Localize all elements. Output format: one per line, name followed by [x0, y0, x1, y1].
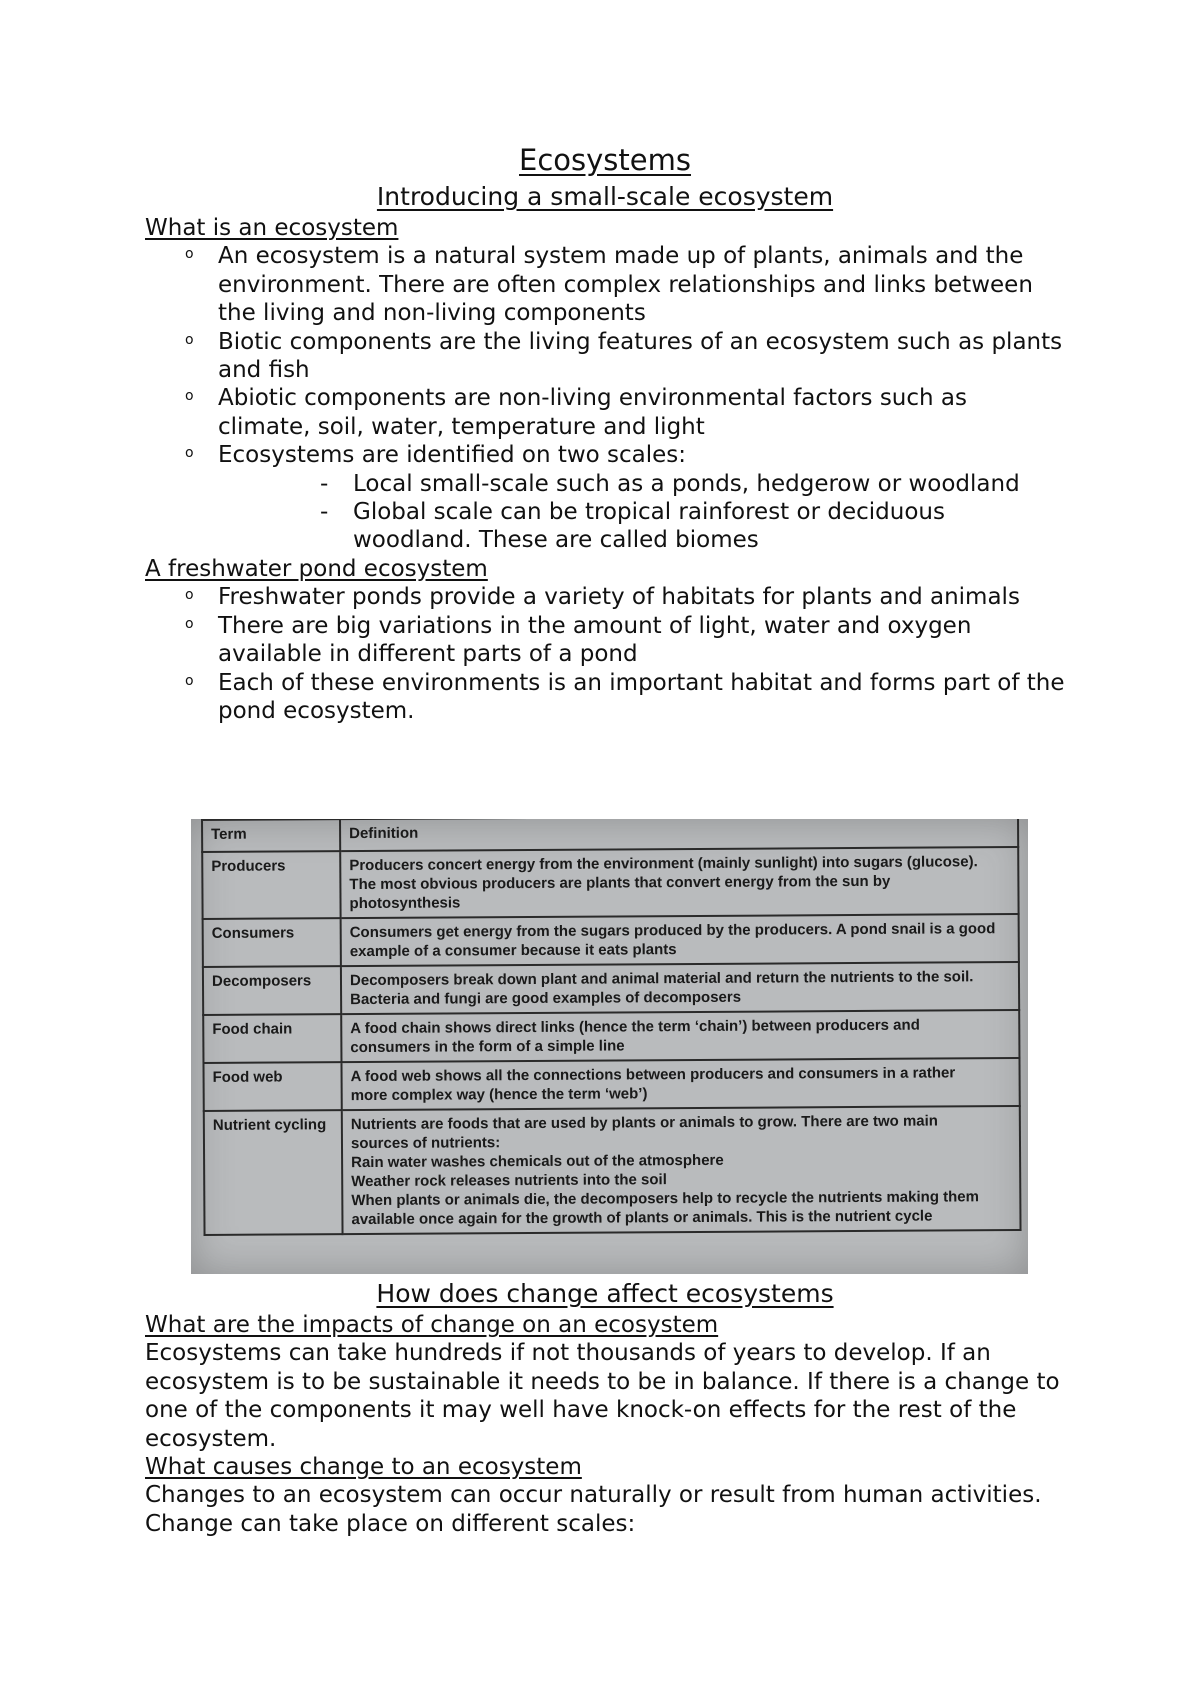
definition-line: Consumers get energy from the sugars produced by the producers. A pond snail is a good: [349, 920, 996, 942]
definition-line: Bacteria and fungi are good examples of decomposers: [350, 988, 742, 1009]
term-cell: Consumers: [203, 918, 341, 967]
table-row: [203, 914, 1019, 967]
list-item: o Freshwater ponds provide a variety of habitats for plants and animals: [218, 583, 1065, 611]
table-row: [203, 1010, 1019, 1063]
definition-line: Rain water washes chemicals out of the atmosphere: [351, 1151, 724, 1172]
impacts-paragraph: Ecosystems can take hundreds if not thousands of years to develop. If an ecosystem is to be sustainable it needs to be in balance. If there is a change to one of the components it may well have knock-on effects for the rest of the ecosystem.: [145, 1340, 1060, 1452]
definition-cell: [341, 962, 1019, 1014]
definition-line: Producers concert energy from the environment (mainly sunlight) into sugars (glucose).: [349, 853, 978, 875]
term-cell: Food chain: [203, 1014, 341, 1063]
what-is-bullet-list: [145, 242, 1065, 469]
pond-heading: A freshwater pond ecosystem: [145, 555, 488, 582]
definition-line: A food chain shows direct links (hence the term ‘chain’) between producers and: [350, 1016, 920, 1038]
table-row: [202, 847, 1018, 919]
definition-line: more complex way (hence the term ‘web’): [350, 1085, 648, 1105]
definition-line: A food web shows all the connections between producers and consumers in a rather: [350, 1064, 956, 1086]
scales-list: [145, 470, 1065, 555]
definition-cell: [340, 847, 1018, 918]
definition-line: available once again for the growth of plants or animals. This is the nutrient cycle: [351, 1207, 933, 1229]
what-is-heading: What is an ecosystem: [145, 215, 399, 241]
section-subtitle: Introducing a small-scale ecosystem: [376, 182, 834, 211]
definition-line: Decomposers break down plant and animal material and return the nutrients to the soil.: [349, 968, 974, 990]
definition-line: Weather rock releases nutrients into the soil: [351, 1171, 667, 1191]
definition-cell: [341, 914, 1019, 966]
pond-bullet-list: [145, 583, 1065, 725]
change-section: [145, 1277, 1065, 1538]
term-cell: Producers: [202, 851, 340, 919]
intro-section: [145, 140, 1065, 725]
change-title: How does change affect ecosystems: [376, 1279, 834, 1308]
definition-line: The most obvious producers are plants that convert energy from the sun by: [349, 872, 891, 894]
list-item: - Local small-scale such as a ponds, hedgerow or woodland: [353, 470, 1065, 498]
table-row: [203, 962, 1019, 1015]
causes-paragraph: Changes to an ecosystem can occur naturally or result from human activities. Change can take place on different scales:: [145, 1482, 1042, 1537]
table-row: [204, 1106, 1021, 1235]
causes-heading: What causes change to an ecosystem: [145, 1454, 582, 1481]
definition-cell: [341, 1010, 1019, 1062]
definition-line: example of a consumer because it eats plants: [349, 941, 677, 961]
list-item: o Abiotic components are non-living environmental factors such as climate, soil, water, temperature and light: [218, 384, 1065, 441]
term-cell: Nutrient cycling: [204, 1110, 343, 1235]
definition-cell: [341, 1058, 1019, 1110]
terms-table-photo: [191, 819, 1028, 1274]
terms-table: [201, 819, 1022, 1236]
table-header-definition: Definition: [340, 819, 1018, 851]
definition-line: photosynthesis: [349, 894, 461, 913]
list-item: o Each of these environments is an important habitat and forms part of the pond ecosystem.: [218, 669, 1065, 726]
list-item: o An ecosystem is a natural system made up of plants, animals and the environment. There are often complex relationships and links between the living and non-living components: [218, 242, 1065, 327]
list-item: o Biotic components are the living features of an ecosystem such as plants and fish: [218, 328, 1065, 385]
list-item: o Ecosystems are identified on two scales:: [218, 441, 1065, 469]
table-header-term: Term: [202, 819, 340, 852]
list-item: o There are big variations in the amount of light, water and oxygen available in different parts of a pond: [218, 612, 1065, 669]
list-item: - Global scale can be tropical rainforest or deciduous woodland. These are called biomes: [353, 498, 1065, 555]
definition-line: consumers in the form of a simple line: [350, 1037, 625, 1057]
definition-cell: [342, 1106, 1021, 1234]
table-row: [203, 1058, 1019, 1111]
term-cell: Decomposers: [203, 966, 341, 1015]
page-title: Ecosystems: [519, 143, 691, 177]
definition-line: When plants or animals die, the decomposers help to recycle the nutrients making them: [351, 1188, 980, 1210]
definition-line: Nutrients are foods that are used by plants or animals to grow. There are two main: [350, 1112, 938, 1134]
impacts-heading: What are the impacts of change on an ecosystem: [145, 1312, 719, 1338]
definition-line: sources of nutrients:: [350, 1134, 501, 1153]
term-cell: Food web: [203, 1062, 341, 1111]
